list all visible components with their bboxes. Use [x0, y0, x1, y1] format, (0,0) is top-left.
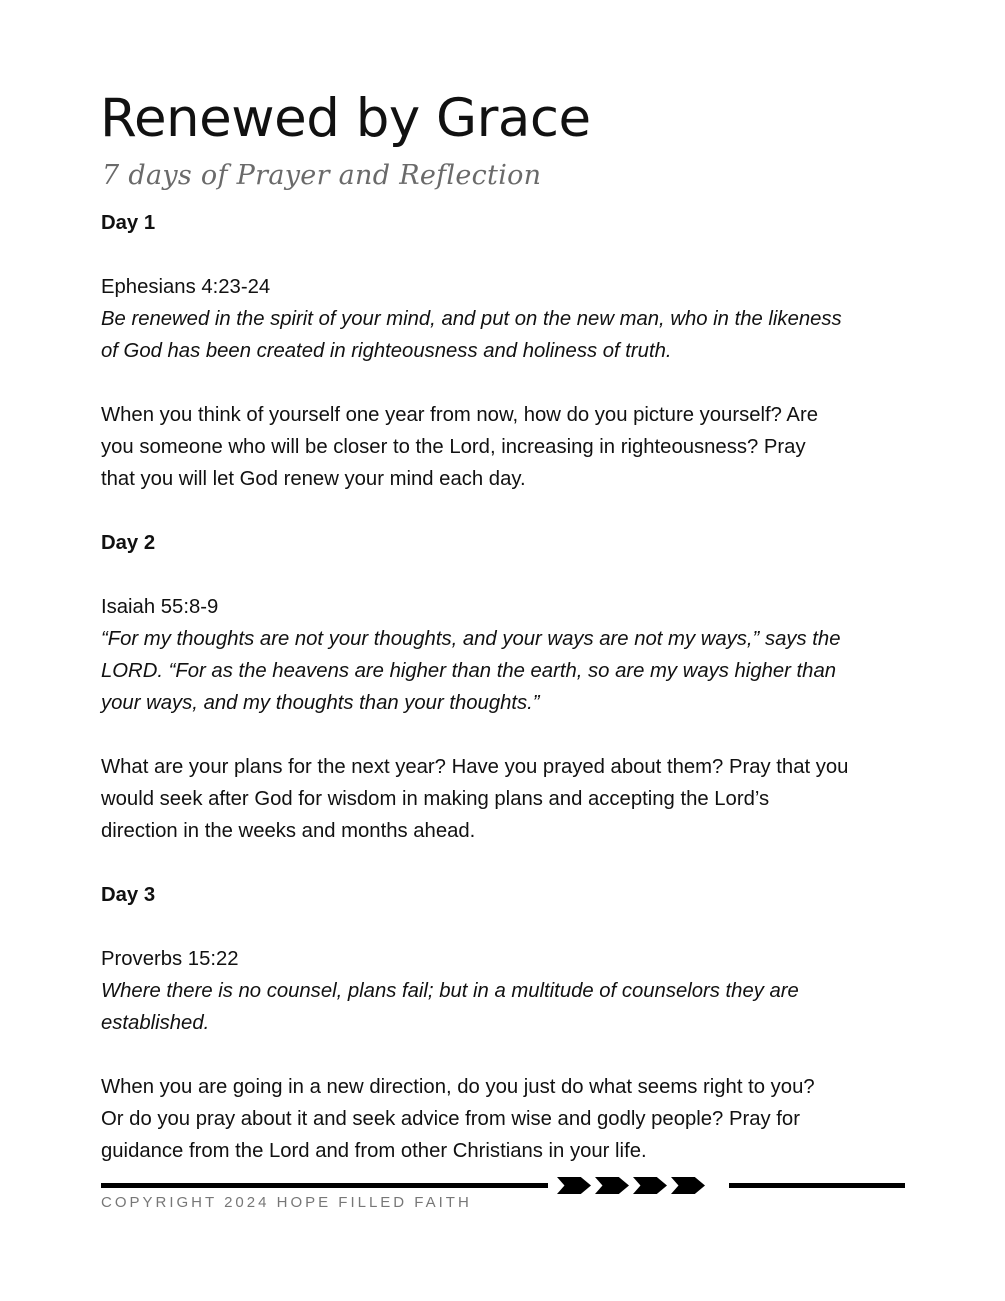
scripture-verse-line: established. — [101, 1012, 210, 1034]
reflection-line: When you are going in a new direction, do you just do what seems right to you? — [101, 1076, 815, 1098]
chevron-right-icon — [595, 1177, 629, 1194]
scripture-verse-line: LORD. “For as the heavens are higher than the earth, so are my ways higher than — [101, 660, 837, 682]
reflection-line: would seek after God for wisdom in making plans and accepting the Lord’s — [101, 788, 770, 810]
scripture-verse-line: Where there is no counsel, plans fail; but in a multitude of counselors they are — [101, 980, 799, 1002]
spacer — [101, 559, 921, 591]
scripture-verse-line: of God has been created in righteousness and holiness of truth. — [101, 340, 672, 362]
day-heading: Day 3 — [101, 884, 156, 906]
scripture-reference: Isaiah 55:8-9 — [101, 596, 219, 618]
scripture-reference: Ephesians 4:23-24 — [101, 276, 271, 298]
day-heading: Day 2 — [101, 532, 156, 554]
footer-divider-right — [729, 1183, 905, 1188]
chevron-right-icon — [557, 1177, 591, 1194]
chevron-right-icon — [633, 1177, 667, 1194]
reflection-line: you someone who will be closer to the Lord, increasing in righteousness? Pray — [101, 436, 806, 458]
spacer — [101, 239, 921, 271]
spacer — [101, 719, 921, 751]
spacer — [101, 911, 921, 943]
devotional-content — [101, 207, 921, 1167]
scripture-verse-line: your ways, and my thoughts than your thoughts.” — [101, 692, 540, 714]
scripture-reference: Proverbs 15:22 — [101, 948, 239, 970]
scripture-verse-line: Be renewed in the spirit of your mind, and put on the new man, who in the likeness — [101, 308, 842, 330]
reflection-line: guidance from the Lord and from other Christians in your life. — [101, 1140, 647, 1162]
page-subtitle: 7 days of Prayer and Reflection — [102, 160, 542, 191]
page-title: Renewed by Grace — [100, 88, 591, 149]
reflection-line: What are your plans for the next year? Have you prayed about them? Pray that you — [101, 756, 849, 778]
spacer — [101, 367, 921, 399]
reflection-line: Or do you pray about it and seek advice from wise and godly people? Pray for — [101, 1108, 800, 1130]
copyright-footer: COPYRIGHT 2024 HOPE FILLED FAITH — [101, 1194, 472, 1211]
day-heading: Day 1 — [101, 212, 156, 234]
reflection-line: direction in the weeks and months ahead. — [101, 820, 476, 842]
reflection-line: that you will let God renew your mind each day. — [101, 468, 526, 490]
spacer — [101, 847, 921, 879]
spacer — [101, 1039, 921, 1071]
reflection-line: When you think of yourself one year from now, how do you picture yourself? Are — [101, 404, 818, 426]
spacer — [101, 495, 921, 527]
scripture-verse-line: “For my thoughts are not your thoughts, and your ways are not my ways,” says the — [101, 628, 841, 650]
footer-divider-left — [101, 1183, 548, 1188]
chevron-arrows-icon — [557, 1177, 705, 1194]
chevron-right-icon — [671, 1177, 705, 1194]
